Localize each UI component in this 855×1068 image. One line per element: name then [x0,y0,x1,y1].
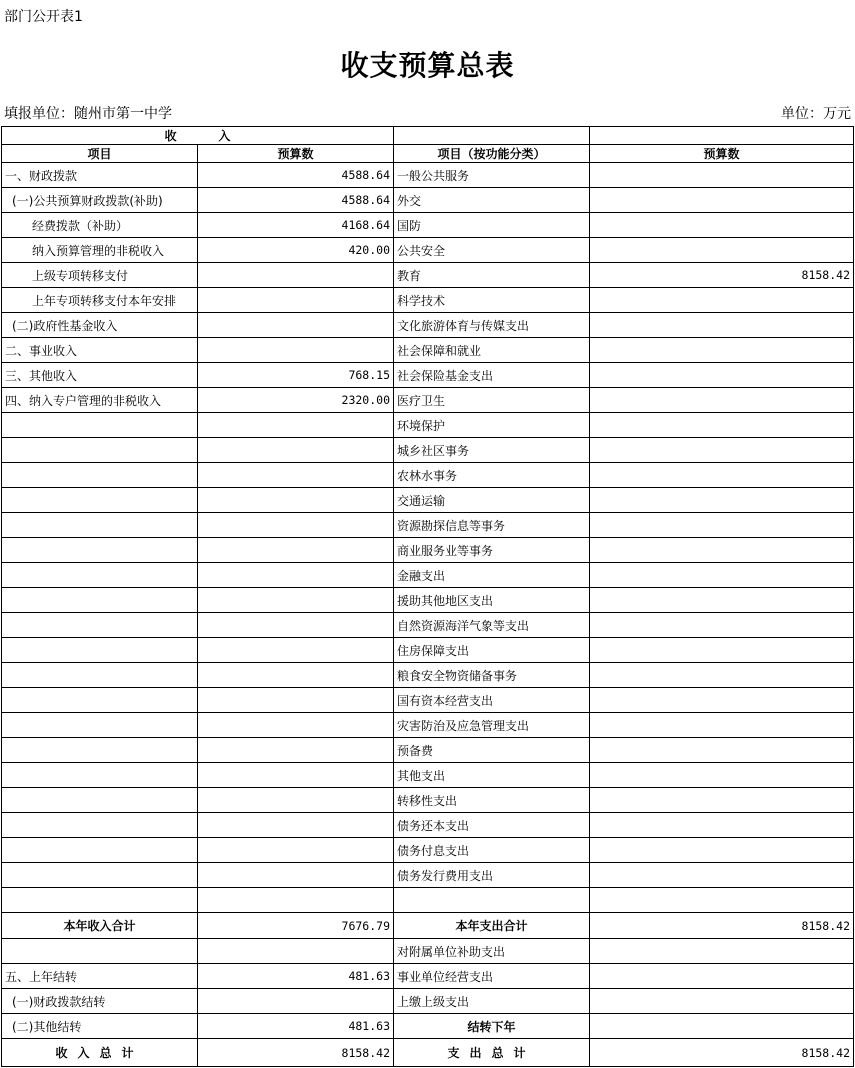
income-amount [198,288,394,313]
expense-item: 医疗卫生 [394,388,590,413]
expense-item: 社会保障和就业 [394,338,590,363]
expense-amount [590,463,854,488]
expense-amount [590,338,854,363]
income-amount [198,813,394,838]
table-row [2,463,854,488]
expense-amount [590,313,854,338]
column-header-expense-amount: 预算数 [590,145,854,163]
expense-item: 科学技术 [394,288,590,313]
expense-amount [590,964,854,989]
table-row [2,413,854,438]
income-item [2,713,198,738]
table-row [2,338,854,363]
income-amount [198,713,394,738]
table-row [2,363,854,388]
income-item [2,563,198,588]
income-item: (一)财政拨款结转 [2,989,198,1014]
expense-item: 债务发行费用支出 [394,863,590,888]
income-item [2,888,198,913]
expense-amount [590,713,854,738]
income-amount: 2320.00 [198,388,394,413]
table-row [2,563,854,588]
expense-item: 公共安全 [394,238,590,263]
table-row [2,163,854,188]
expense-item: 资源勘探信息等事务 [394,513,590,538]
column-header-row [2,145,854,163]
table-row [2,763,854,788]
expense-item: 援助其他地区支出 [394,588,590,613]
table-row [2,713,854,738]
income-grand-total-label: 收入总计 [2,1039,198,1067]
income-item: (二)政府性基金收入 [2,313,198,338]
income-item [2,438,198,463]
expense-amount [590,763,854,788]
income-amount [198,863,394,888]
expense-item: 交通运输 [394,488,590,513]
expense-item: 债务还本支出 [394,813,590,838]
income-amount [198,438,394,463]
income-item [2,538,198,563]
expense-amount [590,863,854,888]
expense-item: 转移性支出 [394,788,590,813]
income-amount [198,513,394,538]
year-income-total-label: 本年收入合计 [2,913,198,939]
table-row [2,638,854,663]
expense-item: 农林水事务 [394,463,590,488]
table-row [2,613,854,638]
income-item: 四、纳入专户管理的非税收入 [2,388,198,413]
income-item [2,588,198,613]
income-item [2,863,198,888]
table-row [2,863,854,888]
income-amount: 4168.64 [198,213,394,238]
expense-amount [590,438,854,463]
income-item [2,413,198,438]
income-amount [198,263,394,288]
expense-amount [590,388,854,413]
expense-amount [590,838,854,863]
table-row [2,538,854,563]
income-amount [198,939,394,964]
income-amount [198,838,394,863]
income-amount [198,613,394,638]
income-amount [198,488,394,513]
expense-item: 教育 [394,263,590,288]
expense-item: 事业单位经营支出 [394,964,590,989]
table-row [2,488,854,513]
currency-unit: 单位：万元 [781,106,851,122]
expense-amount [590,588,854,613]
expense-amount [590,613,854,638]
table-row [2,663,854,688]
income-item [2,813,198,838]
income-item: (二)其他结转 [2,1014,198,1039]
income-amount [198,788,394,813]
expense-amount [590,288,854,313]
column-header-income-amount: 预算数 [198,145,394,163]
expense-amount [590,989,854,1014]
table-row [2,588,854,613]
income-amount: 4588.64 [198,163,394,188]
income-item: 纳入预算管理的非税收入 [2,238,198,263]
income-item [2,513,198,538]
income-item [2,463,198,488]
expense-item: 商业服务业等事务 [394,538,590,563]
table-row [2,238,854,263]
expense-item: 对附属单位补助支出 [394,939,590,964]
expense-grand-total-amount: 8158.42 [590,1039,854,1067]
table-row [2,213,854,238]
income-amount [198,688,394,713]
income-amount: 481.63 [198,1014,394,1039]
income-section-header: 收 入 [2,127,394,145]
table-row [2,738,854,763]
expense-item: 国防 [394,213,590,238]
income-amount [198,888,394,913]
year-expense-total-amount: 8158.42 [590,913,854,939]
expense-amount [590,488,854,513]
table-row [2,888,854,913]
form-code: 部门公开表1 [4,9,83,25]
income-item [2,613,198,638]
income-amount: 4588.64 [198,188,394,213]
income-amount [198,989,394,1014]
income-amount [198,338,394,363]
income-amount [198,538,394,563]
income-amount: 768.15 [198,363,394,388]
table-row [2,989,854,1014]
table-row [2,438,854,463]
table-row [2,513,854,538]
income-item [2,939,198,964]
expense-amount [590,813,854,838]
income-item [2,838,198,863]
income-item: 二、事业收入 [2,338,198,363]
table-row [2,388,854,413]
header-blank-cell [394,127,590,145]
expense-amount [590,663,854,688]
expense-item: 外交 [394,188,590,213]
year-total-row [2,913,854,939]
expense-amount [590,788,854,813]
expense-amount [590,413,854,438]
expense-item: 城乡社区事务 [394,438,590,463]
expense-amount [590,163,854,188]
income-item [2,788,198,813]
column-header-expense-item: 项目（按功能分类） [394,145,590,163]
income-amount [198,588,394,613]
expense-amount [590,513,854,538]
income-amount [198,763,394,788]
expense-amount [590,538,854,563]
table-row [2,939,854,964]
column-header-income-item: 项目 [2,145,198,163]
table-row [2,688,854,713]
table-row [2,313,854,338]
expense-amount [590,939,854,964]
expense-grand-total-label: 支出总计 [394,1039,590,1067]
table-row [2,964,854,989]
expense-item: 自然资源海洋气象等支出 [394,613,590,638]
expense-amount [590,888,854,913]
header-blank-cell [590,127,854,145]
year-expense-total-label: 本年支出合计 [394,913,590,939]
income-item [2,738,198,763]
expense-item: 灾害防治及应急管理支出 [394,713,590,738]
expense-item: 上缴上级支出 [394,989,590,1014]
expense-amount: 8158.42 [590,263,854,288]
expense-item: 住房保障支出 [394,638,590,663]
income-item: 五、上年结转 [2,964,198,989]
income-item: 三、其他收入 [2,363,198,388]
budget-summary-table [1,126,854,1067]
expense-amount [590,688,854,713]
expense-amount [590,638,854,663]
table-row [2,813,854,838]
income-item [2,663,198,688]
carry-forward-label: 结转下年 [394,1014,590,1039]
income-amount: 481.63 [198,964,394,989]
income-amount [198,313,394,338]
year-income-total-amount: 7676.79 [198,913,394,939]
grand-total-row [2,1039,854,1067]
expense-amount [590,213,854,238]
income-amount [198,738,394,763]
page-title: 收支预算总表 [340,49,515,82]
expense-item: 债务付息支出 [394,838,590,863]
expense-item: 粮食安全物资储备事务 [394,663,590,688]
income-item: 一、财政拨款 [2,163,198,188]
expense-item: 金融支出 [394,563,590,588]
expense-item [394,888,590,913]
expense-amount [590,188,854,213]
expense-amount [590,738,854,763]
expense-item: 其他支出 [394,763,590,788]
table-row [2,263,854,288]
table-row [2,188,854,213]
income-amount [198,663,394,688]
expense-amount [590,1014,854,1039]
income-amount: 420.00 [198,238,394,263]
income-item [2,488,198,513]
expense-item: 文化旅游体育与传媒支出 [394,313,590,338]
table-row [2,838,854,863]
expense-item: 社会保险基金支出 [394,363,590,388]
income-amount [198,638,394,663]
section-header-row [2,127,854,145]
income-item [2,763,198,788]
income-grand-total-amount: 8158.42 [198,1039,394,1067]
filing-unit: 填报单位：随州市第一中学 [4,106,172,122]
expense-amount [590,363,854,388]
expense-item: 环境保护 [394,413,590,438]
income-item: (一)公共预算财政拨款(补助) [2,188,198,213]
income-item [2,638,198,663]
table-row [2,788,854,813]
expense-amount [590,238,854,263]
expense-item: 一般公共服务 [394,163,590,188]
table-row [2,288,854,313]
carry-forward-row [2,1014,854,1039]
income-amount [198,413,394,438]
expense-item: 预备费 [394,738,590,763]
income-item [2,688,198,713]
expense-item: 国有资本经营支出 [394,688,590,713]
income-item: 上级专项转移支付 [2,263,198,288]
income-amount [198,563,394,588]
income-amount [198,463,394,488]
income-item: 经费拨款（补助） [2,213,198,238]
income-item: 上年专项转移支付本年安排 [2,288,198,313]
expense-amount [590,563,854,588]
